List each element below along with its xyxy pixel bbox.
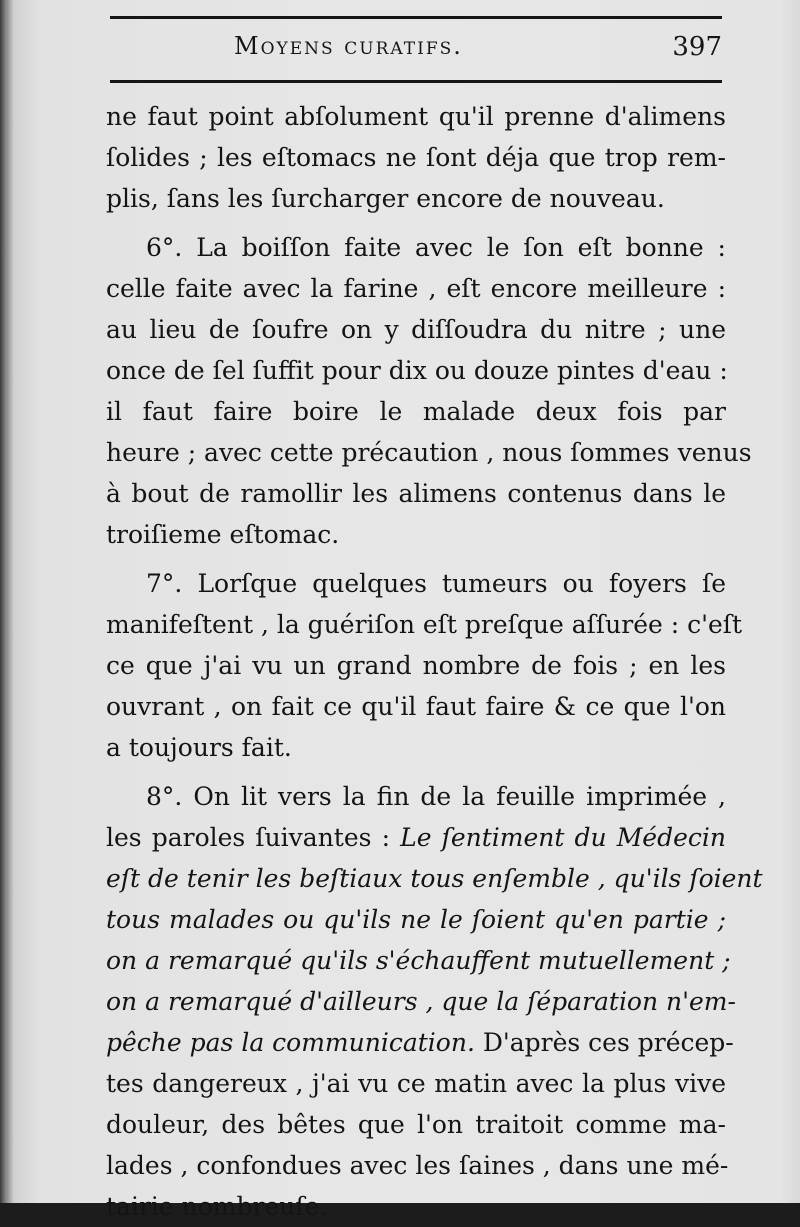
text-line: heure ; avec cette précaution , nous ſommes venus xyxy=(106,438,752,467)
running-head xyxy=(110,28,722,72)
text-line: ouvrant , on fait ce qu'il faut faire & ce que l'on xyxy=(106,692,726,721)
paragraph-start-line: 6°. La boiſſon faite avec le ſon eſt bonne : xyxy=(146,233,726,262)
running-title: Moyens curatifs. xyxy=(234,32,463,60)
paragraph-start-line: 8°. On lit vers la fin de la feuille imprimée , xyxy=(146,782,726,811)
text-line: tairie nombreuſe. xyxy=(106,1192,328,1221)
text-line: tes dangereux , j'ai vu ce matin avec la plus vive xyxy=(106,1069,726,1098)
text-line: manifeſtent , la guériſon eſt preſque aſſurée : c'eſt xyxy=(106,610,743,639)
text-segment-roman: les paroles ſuivantes : xyxy=(106,823,401,852)
text-line: celle faite avec la farine , eſt encore meilleure : xyxy=(106,274,726,303)
text-line: ce que j'ai vu un grand nombre de fois ; en les xyxy=(106,651,726,680)
text-line: lades , confondues avec les ſaines , dans une mé- xyxy=(106,1151,729,1180)
text-line: à bout de ramollir les alimens contenus dans le xyxy=(106,479,726,508)
paragraph-start-line: 7°. Lorſque quelques tumeurs ou foyers ſe xyxy=(146,569,726,598)
text-line: douleur, des bêtes que l'on traitoit comme ma- xyxy=(106,1110,726,1139)
binding-shadow xyxy=(0,0,14,1203)
text-line-mixed xyxy=(106,1022,734,1063)
italic-line: eſt de tenir les beſtiaux tous enſemble , qu'ils ſoient xyxy=(106,864,763,893)
page-number: 397 xyxy=(672,32,722,62)
text-line: au lieu de ſoufre on y diſſoudra du nitre ; une xyxy=(106,315,726,344)
italic-line: tous malades ou qu'ils ne le ſoient qu'en partie ; xyxy=(106,905,726,934)
text-line: ſolides ; les eſtomacs ne ſont déja que trop rem- xyxy=(106,143,726,172)
body-text xyxy=(106,96,763,1227)
italic-line: on a remarqué qu'ils s'échauffent mutuellement ; xyxy=(106,946,731,975)
text-segment-italic: Le ſentiment du Médecin xyxy=(400,823,726,852)
text-line: ne faut point abſolument qu'il prenne d'alimens xyxy=(106,102,726,131)
text-line: once de ſel ſuffit pour dix ou douze pintes d'eau : xyxy=(106,356,728,385)
text-segment-italic: pêche pas la communication. xyxy=(106,1028,475,1057)
header-rule-bottom xyxy=(110,80,722,83)
text-line: a toujours fait. xyxy=(106,733,292,762)
text-line: il faut faire boire le malade deux fois par xyxy=(106,397,726,426)
text-segment-roman: D'après ces précep- xyxy=(474,1028,734,1057)
header-rule-top xyxy=(110,16,722,19)
italic-line: on a remarqué d'ailleurs , que la ſéparation n'em- xyxy=(106,987,736,1016)
text-line: troiſieme eſtomac. xyxy=(106,520,340,549)
text-line: plis, ſans les ſurcharger encore de nouveau. xyxy=(106,184,665,213)
text-line-mixed xyxy=(106,817,726,858)
